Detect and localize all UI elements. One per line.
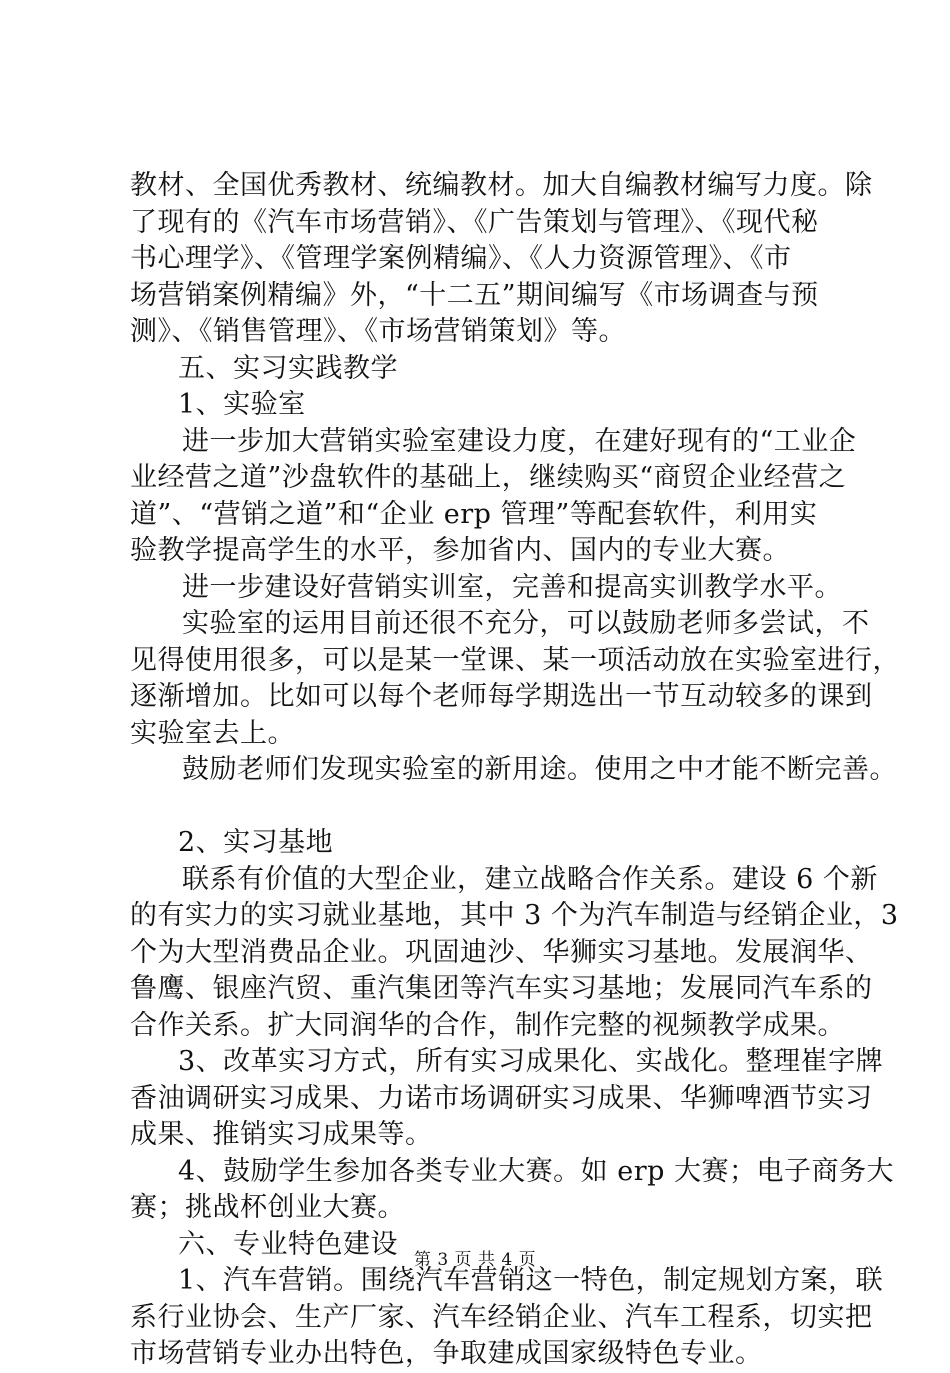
text-line: 五、实习实践教学 xyxy=(178,352,398,384)
document-body xyxy=(130,168,900,1373)
text-line: 赛；挑战杯创业大赛。 xyxy=(130,1192,405,1223)
text-line: 3、改革实习方式，所有实习成果化、实战化。整理崔字牌 xyxy=(178,1046,884,1077)
text-line: 市场营销专业办出特色，争取建成国家级特色专业。 xyxy=(130,1338,763,1369)
text-line: 教材、全国优秀教材、统编教材。加大自编教材编写力度。除 xyxy=(130,170,873,201)
text-line: 鼓励老师们发现实验室的新用途。使用之中才能不断完善。 xyxy=(182,754,897,785)
text-line: 联系有价值的大型企业，建立战略合作关系。建设 6 个新 xyxy=(182,863,878,895)
text-line: 进一步加大营销实验室建设力度，在建好现有的“工业企 xyxy=(182,425,857,457)
text-line: 六、专业特色建设 xyxy=(178,1228,398,1260)
text-line: 进一步建设好营销实训室，完善和提高实训教学水平。 xyxy=(182,571,842,603)
blank-line xyxy=(130,789,830,826)
text-line: 道”、“营销之道”和“企业 erp 管理”等配套软件，利用实 xyxy=(130,498,818,530)
text-line: 成果、推销实习成果等。 xyxy=(130,1119,433,1150)
text-line: 合作关系。扩大同润华的合作，制作完整的视频教学成果。 xyxy=(130,1009,845,1041)
text-line: 逐渐增加。比如可以每个老师每学期选出一节互动较多的课到 xyxy=(130,681,873,712)
text-line: 了现有的《汽车市场营销》、《广告策划与管理》、《现代秘 xyxy=(130,206,819,238)
text-line: 的有实力的实习就业基地，其中 3 个为汽车制造与经销企业，3 xyxy=(130,900,899,931)
text-line: 见得使用很多，可以是某一堂课、某一项活动放在实验室进行， xyxy=(130,644,900,676)
text-line: 书心理学》、《管理学案例精编》、《人力资源管理》、《市 xyxy=(130,243,792,274)
text-line: 个为大型消费品企业。巩固迪沙、华狮实习基地。发展润华、 xyxy=(130,936,873,968)
text-line: 验教学提高学生的水平，参加省内、国内的专业大赛。 xyxy=(130,535,790,566)
text-line: 业经营之道”沙盘软件的基础上，继续购买“商贸企业经营之 xyxy=(130,462,847,493)
text-line: 测》、《销售管理》、《市场营销策划》等。 xyxy=(130,316,626,347)
text-line: 实验室的运用目前还很不充分，可以鼓励老师多尝试，不 xyxy=(182,608,870,639)
text-line: 1、汽车营销。围绕汽车营销这一特色，制定规划方案，联 xyxy=(178,1265,884,1296)
text-line: 4、鼓励学生参加各类专业大赛。如 erp 大赛；电子商务大 xyxy=(178,1155,895,1187)
text-line: 香油调研实习成果、力诺市场调研实习成果、华狮啤酒节实习 xyxy=(130,1082,873,1114)
page-footer: 第 3 页 共 4 页 xyxy=(413,1250,537,1270)
text-line: 实验室去上。 xyxy=(130,717,295,749)
text-line: 鲁鹰、银座汽贸、重汽集团等汽车实习基地；发展同汽车系的 xyxy=(130,973,873,1004)
text-line: 场营销案例精编》外，“十二五”期间编写《市场调查与预 xyxy=(130,279,819,311)
text-line: 系行业协会、生产厂家、汽车经销企业、汽车工程系，切实把 xyxy=(130,1301,873,1333)
text-line: 2、实习基地 xyxy=(178,827,334,858)
text-line: 1、实验室 xyxy=(178,389,306,420)
